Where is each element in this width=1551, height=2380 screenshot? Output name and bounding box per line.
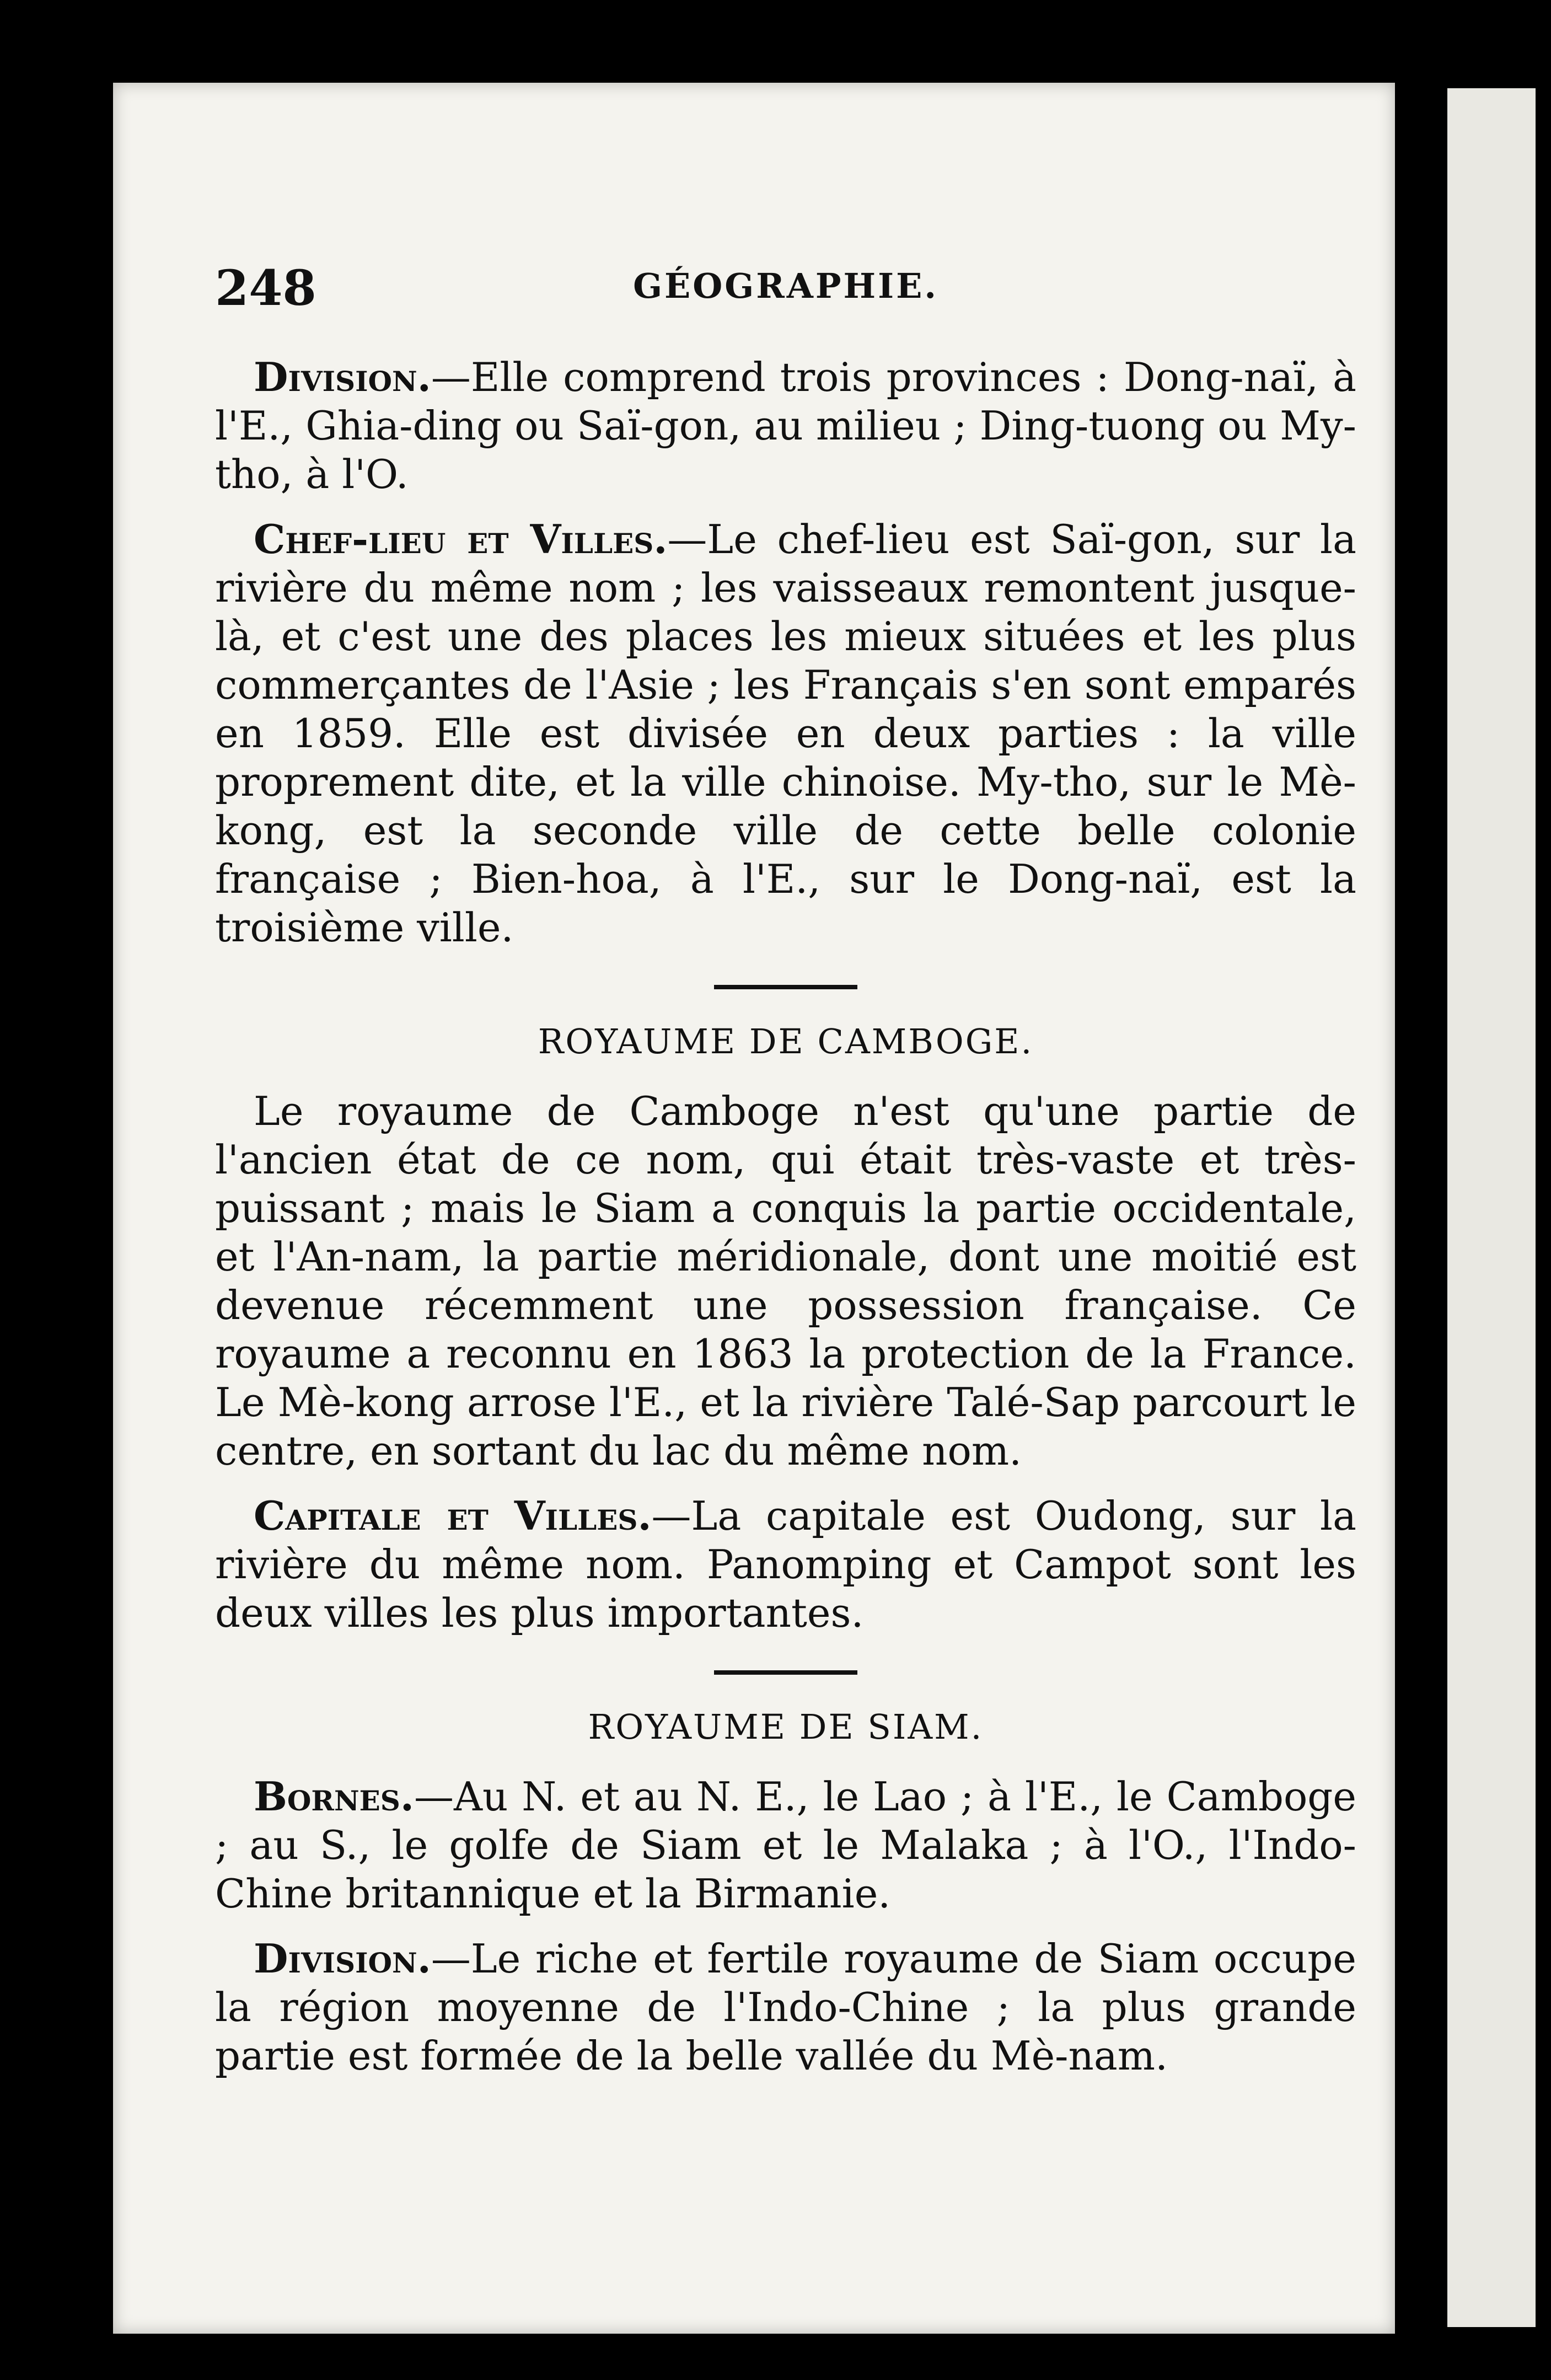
section-title-siam: ROYAUME DE SIAM. <box>588 1707 984 1747</box>
bornes-paragraph <box>215 1772 1356 1918</box>
division-paragraph <box>215 353 1356 498</box>
cambodge-intro-paragraph <box>215 1087 1356 1475</box>
running-title: GÉOGRAPHIE. <box>633 266 938 306</box>
bornes-text: —Au N. et au N. E., le Lao ; à l'E., le Camboge ; au S., le golfe de Siam et le Malaka ; à l'O., l'Indo-Chine britannique et la Birmanie. <box>215 1773 1356 1917</box>
capitale-paragraph <box>215 1492 1356 1637</box>
division-text: —Elle comprend trois provinces : Dong-naï, à l'E., Ghia-ding ou Saï-gon, au milieu ; Ding-tuong ou My-tho, à l'O. <box>215 354 1356 497</box>
section-divider <box>714 985 857 989</box>
section-title-cambodge: ROYAUME DE CAMBOGE. <box>538 1021 1034 1062</box>
capitale-lead: Capitale et Villes. <box>254 1492 652 1539</box>
siam-division-text: —Le riche et fertile royaume de Siam occupe la région moyenne de l'Indo-Chine ; la plus grande partie est formée de la belle vallée du Mè-nam. <box>215 1936 1356 2079</box>
division-lead: Division. <box>254 353 431 400</box>
capitale-text: —La capitale est Oudong, sur la rivière du même nom. Panomping et Campot sont les deux villes les plus importantes. <box>215 1493 1357 1636</box>
bornes-lead: Bornes. <box>254 1773 414 1820</box>
chef-lieu-paragraph <box>215 515 1356 952</box>
siam-division-paragraph <box>215 1934 1356 2080</box>
siam-division-lead: Division. <box>254 1935 431 1982</box>
chef-lieu-text: —Le chef-lieu est Saï-gon, sur la rivière du même nom ; les vaisseaux remontent jusque-là, et c'est une des places les mieux situées et les plus commerçantes de l'Asie ; les Français s'en sont emparés en 1859. Elle est divisée en deux parties : la ville proprement dite, et la ville chinoise. My-tho, sur le Mè-kong, est la seconde ville de cette belle colonie française ; Bien-hoa, à l'E., sur le Dong-naï, est la troisième ville. <box>215 516 1356 951</box>
chef-lieu-lead: Chef-lieu et Villes. <box>254 516 668 562</box>
page-number: 248 <box>215 259 316 317</box>
running-head <box>215 259 1356 353</box>
cambodge-intro-text: Le royaume de Camboge n'est qu'une partie de l'ancien état de ce nom, qui était très-vaste et très-puissant ; mais le Siam a conquis la partie occidentale, et l'An-nam, la partie méridionale, dont une moitié est devenue récemment une possession française. Ce royaume a reconnu en 1863 la protection de la France. Le Mè-kong arrose l'E., et la rivière Talé-Sap parcourt le centre, en sortant du lac du même nom. <box>215 1088 1356 1474</box>
adjacent-page-edge <box>1447 88 1536 2327</box>
page-text <box>215 259 1356 2097</box>
section-divider <box>714 1670 857 1675</box>
